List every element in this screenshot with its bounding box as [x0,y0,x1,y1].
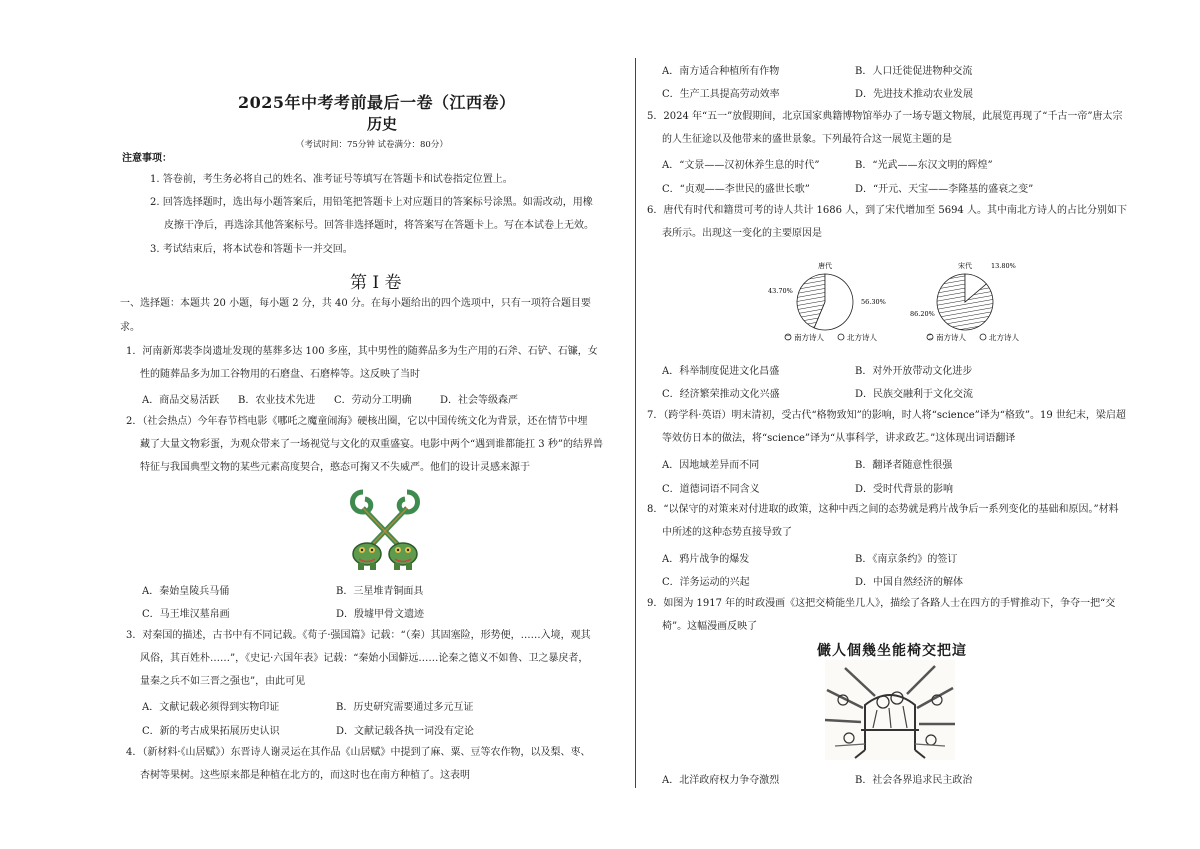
exam-info: （考试时间：75分钟 试卷满分：80分） [296,140,448,150]
political-cartoon-illustration [825,660,955,760]
legend-swatch-south [927,334,933,340]
option: C．马王堆汉墓帛画 [142,609,230,620]
option: A．北洋政府权力争夺激烈 [662,775,780,786]
question-text: 中所述的这种态势直接导致了 [662,527,792,538]
question-text: 1．河南新郑裴李岗遗址发现的墓葬多达 100 多座，其中男性的随葬品多为生产用的石斧、石铲、石镰，女 [126,346,598,357]
pie-chart-tang [797,274,853,330]
question-text: 2．（社会热点）今年春节档电影《哪吒之魔童闹海》硬核出圈，它以中国传统文化为背景，还在情节中埋 [126,416,588,427]
question-text: 性的随葬品多为加工谷物用的石磨盘、石磨棒等。这反映了当时 [140,369,420,380]
option: D．殷墟甲骨文遗迹 [336,609,425,620]
option: A．秦始皇陵兵马俑 [142,586,230,597]
option: B．《南京条约》的签订 [855,554,958,565]
option: A．南方适合种植所有作物 [662,66,780,77]
option: A．文献记载必须得到实物印证 [142,702,280,713]
notice-heading: 注意事项： [122,153,172,164]
legend-north: 北方诗人 [989,333,1019,342]
question-text: 藏了大量文物彩蛋，为观众带来了一场视觉与文化的双重盛宴。电影中两个“遇到谁都能扛 3 秒”的结界兽 [140,439,603,450]
question-text: 特征与我国典型文物的某些元素高度契合，憨态可掬又不失威严。他们的设计灵感来源于 [140,462,530,473]
question-text: 的人生征途以及他带来的盛世景象。下列最符合这一展览主题的是 [662,134,952,145]
notice-item: 皮擦干净后，再选涂其他答案标号。回答非选择题时，将答案写在答题卡上。写在本试卷上无效。 [164,220,594,231]
option: D．文献记载各执一词没有定论 [336,726,475,737]
question-text: 6．唐代有时代和籍贯可考的诗人共计 1686 人，到了宋代增加至 5694 人。其中南北方诗人的占比分别如下 [647,205,1127,216]
question-text: 杏树等果树。这些原来都是种植在北方的，而这时也在南方种植了。这表明 [140,770,470,781]
pie-label-song-north: 13.80% [991,262,1016,270]
question-text: 8．“以保守的对策来对付进取的政策，这种中西之间的态势就是鸦片战争后一系列变化的基础和原因。”材料 [647,504,1119,515]
exam-title: 2025年中考考前最后一卷（江西卷） [238,93,516,112]
cartoon-caption: 𠑊人個幾坐能椅交把這 [817,643,967,659]
option: D．“开元、天宝——李隆基的盛衰之变” [855,184,1034,195]
section-intro: 求。 [120,322,140,333]
question-text: 9．如图为 1917 年的时政漫画《这把交椅能坐几人》，描绘了各路人士在四方的手臂推动下，争夺一把“交 [647,598,1116,609]
option: C．“贞观——李世民的盛世长歌” [662,184,810,195]
legend-swatch-north [838,334,844,340]
question-text: 5．2024 年“五一”放假期间，北京国家典籍博物馆举办了一场专题文物展，此展览再现了“千古一帝”唐太宗 [647,111,1123,122]
pie-chart-song [937,274,993,330]
legend-south: 南方诗人 [794,333,824,342]
option: B．农业技术先进 [238,395,316,406]
option: D．民族交融利于文化交流 [855,389,974,400]
pie-title-tang: 唐代 [818,262,832,270]
notice-item: 3. 考试结束后，将本试卷和答题卡一并交回。 [150,244,353,255]
column-divider [635,58,636,788]
subject-title: 历史 [367,115,398,133]
legend-north: 北方诗人 [847,333,877,342]
option: B．三星堆青铜面具 [336,586,424,597]
option: A．鸦片战争的爆发 [662,554,750,565]
question-text: 等效仿日本的做法，将“science”译为“从事科学，讲求政艺。”这体现出词语翻译 [662,433,1016,444]
pie-label-song-south: 86.20% [910,310,935,318]
option: A．因地域差异而不同 [662,460,760,471]
question-text: 7．（跨学科·英语）明末清初，受古代“格物致知”的影响，时人将“science”译为“格致”。19 世纪末，梁启超 [647,410,1126,421]
option: B．“光武——东汉文明的辉煌” [855,160,993,171]
option: D．社会等级森严 [440,395,519,406]
question-text: 3．对秦国的描述，古书中有不同记载。《荀子·强国篇》记载：“（秦）其固塞险，形势便，……入境，观其 [126,630,591,641]
question-text: 4．（新材料·《山居赋》）东晋诗人谢灵运在其作品《山居赋》中提到了麻、粟、豆等农作物，以及梨、枣、 [126,747,591,758]
question-text: 量秦之兵不如三晋之强也”，由此可见 [140,676,306,687]
option: D．中国自然经济的解体 [855,577,964,588]
option: A．科举制度促进文化昌盛 [662,366,780,377]
option: A．商品交易活跃 [142,395,220,406]
option: B．社会各界追求民主政治 [855,775,973,786]
option: B．人口迁徙促进物种交流 [855,66,973,77]
question-text: 表所示。出现这一变化的主要原因是 [662,228,822,239]
pie-label-tang-south: 43.70% [768,287,793,295]
volume-heading: 第 I 卷 [350,273,402,293]
notice-item: 1. 答卷前，考生务必将自己的姓名、准考证号等填写在答题卡和试卷指定位置上。 [150,174,513,185]
option: C．生产工具提高劳动效率 [662,89,780,100]
option: D．先进技术推动农业发展 [855,89,974,100]
option: C．道德词语不同含义 [662,484,760,495]
option: A．“文景——汉初休养生息的时代” [662,160,820,171]
option: B．对外开放带动文化进步 [855,366,973,377]
legend-swatch-south [785,334,791,340]
poet-pie-charts [765,250,1065,346]
option: C．劳动分工明确 [334,395,412,406]
legend-south: 南方诗人 [936,333,966,342]
option: C．经济繁荣推动文化兴盛 [662,389,780,400]
pie-label-tang-north: 56.30% [861,298,886,306]
pie-title-song: 宋代 [958,262,972,270]
notice-item: 2. 回答选择题时，选出每小题答案后，用铅笔把答题卡上对应题目的答案标号涂黑。如需改动，用橡 [150,197,593,208]
section-intro: 一、选择题：本题共 20 小题，每小题 2 分，共 40 分。在每小题给出的四个选项中，只有一项符合题目要 [120,298,591,309]
option: C．新的考古成果拓展历史认识 [142,726,280,737]
question-text: 风俗，其百姓朴……”，《史记·六国年表》记载：“秦始小国僻远……论秦之德义不如鲁、卫之暴戾者， [140,653,589,664]
option: B．翻译者随意性很强 [855,460,953,471]
option: B．历史研究需要通过多元互证 [336,702,474,713]
question-text: 椅”。这幅漫画反映了 [662,621,758,632]
option: C．洋务运动的兴起 [662,577,750,588]
option: D．受时代背景的影响 [855,484,954,495]
barrier-beast-illustration [345,484,425,572]
legend-swatch-north [980,334,986,340]
